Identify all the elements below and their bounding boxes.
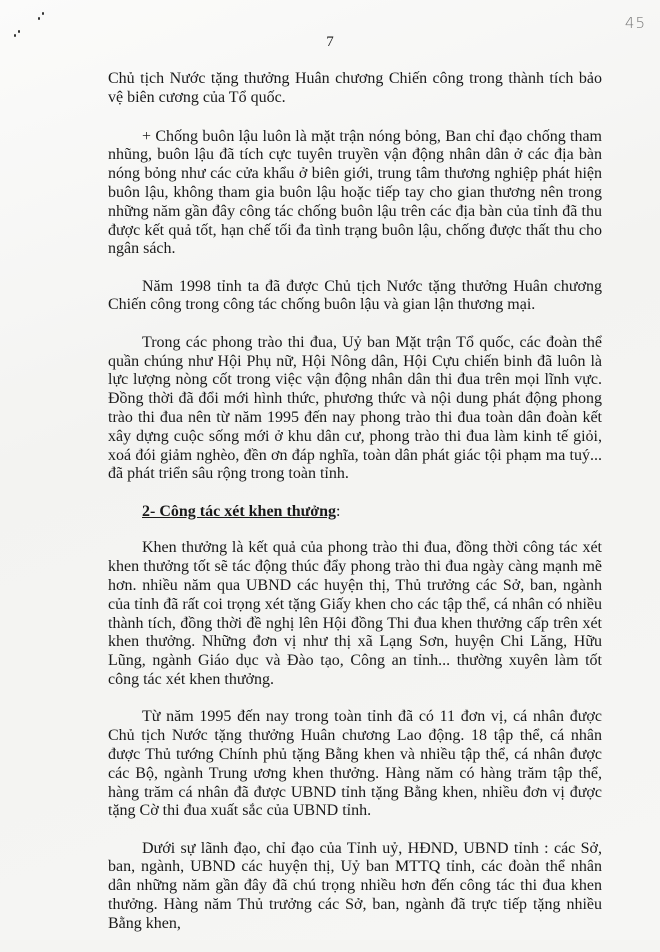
paragraph: Chủ tịch Nước tặng thưởng Huân chương Chiến công trong thành tích bảo vệ biên cương của Tổ quốc. (108, 70, 602, 106)
handwritten-page-number: 45 (624, 14, 646, 32)
scan-speck (18, 30, 20, 33)
scan-speck (42, 12, 44, 15)
paragraph: Khen thưởng là kết quả của phong trào thi đua, đồng thời công tác xét khen thưởng tốt sẽ tác động thúc đẩy phong trào thi đua ngày càng mạnh mẽ hơn. nhiều năm qua UBND các huyện thị, Thủ trưởng các Sở, ban, ngành của tỉnh đã rất coi trọng xét tặng Giấy khen cho các tập thể, cá nhân có nhiều thành tích, đồng thời đề nghị lên Hội đồng Thi đua khen thưởng cấp trên xét khen thưởng. Những đơn vị như thị xã Lạng Sơn, huyện Chi Lăng, Hữu Lũng, ngành Giáo dục và Đào tạo, Công an tỉnh... thường xuyên làm tốt công tác xét khen thưởng. (108, 539, 602, 689)
paragraph: Dưới sự lãnh đạo, chỉ đạo của Tỉnh uỷ, HĐND, UBND tỉnh : các Sở, ban, ngành, UBND các huyện thị, Uỷ ban MTTQ tỉnh, các đoàn thể nhân dân những năm gần đây đã chú trọng nhiều hơn đến công tác thi đua khen thưởng. Hàng năm Thủ trưởng các Sở, ban, ngành đã trực tiếp tặng nhiều Bằng khen, (108, 839, 602, 932)
paragraph: Trong các phong trào thi đua, Uỷ ban Mặt trận Tổ quốc, các đoàn thể quần chúng như Hội Phụ nữ, Hội Nông dân, Hội Cựu chiến binh đã luôn là lực lượng nòng cốt trong việc vận động nhân dân thi đua trên mọi lĩnh vực. Đồng thời đã đổi mới hình thức, phương thức và nội dung phát động phong trào thi đua nên từ năm 1995 đến nay phong trào thi đua toàn dân đoàn kết xây dựng cuộc sống mới ở khu dân cư, phong trào thi đua làm kinh tế giỏi, xoá đói giảm nghèo, đền ơn đáp nghĩa, toàn dân phát giác tội phạm ma tuý... đã phát triển sâu rộng trong toàn tỉnh. (108, 333, 602, 483)
scan-speck (38, 17, 40, 20)
document-body (108, 70, 602, 952)
page-number: 7 (326, 34, 334, 50)
section-heading (142, 503, 602, 522)
section-heading-colon: : (336, 502, 341, 520)
section-heading-title: 2- Công tác xét khen thưởng (142, 502, 337, 520)
paragraph: + Chống buôn lậu luôn là mặt trận nóng bỏng, Ban chỉ đạo chống tham nhũng, buôn lậu đã tích cực tuyên truyền vận động nhân dân ở các địa bàn nóng bỏng như các cửa khẩu ở biên giới, trung tâm thương nghiệp phát hiện buôn lậu, không tham gia buôn lậu hoặc tiếp tay cho gian thương nên trong những năm gần đây công tác chống buôn lậu trên các địa bàn của tỉnh đã thu được kết quả tốt, hạn chế tối đa tình trạng buôn lậu, chống được thất thu cho ngân sách. (108, 127, 602, 258)
paragraph: Từ năm 1995 đến nay trong toàn tỉnh đã có 11 đơn vị, cá nhân được Chủ tịch Nước tặng thưởng Huân chương Lao động. 18 tập thể, cá nhân được Thủ tướng Chính phủ tặng Bằng khen và nhiều tập thể, cá nhân được các Bộ, ngành Trung ương khen thưởng. Hàng năm có hàng trăm tập thể, hàng trăm cá nhân đã được UBND tỉnh tặng Bằng khen, nhiều đơn vị được tặng Cờ thi đua xuất sắc của UBND tỉnh. (108, 708, 602, 820)
paragraph: Năm 1998 tỉnh ta đã được Chủ tịch Nước tặng thưởng Huân chương Chiến công trong công tác chống buôn lậu và gian lận thương mại. (108, 277, 602, 314)
